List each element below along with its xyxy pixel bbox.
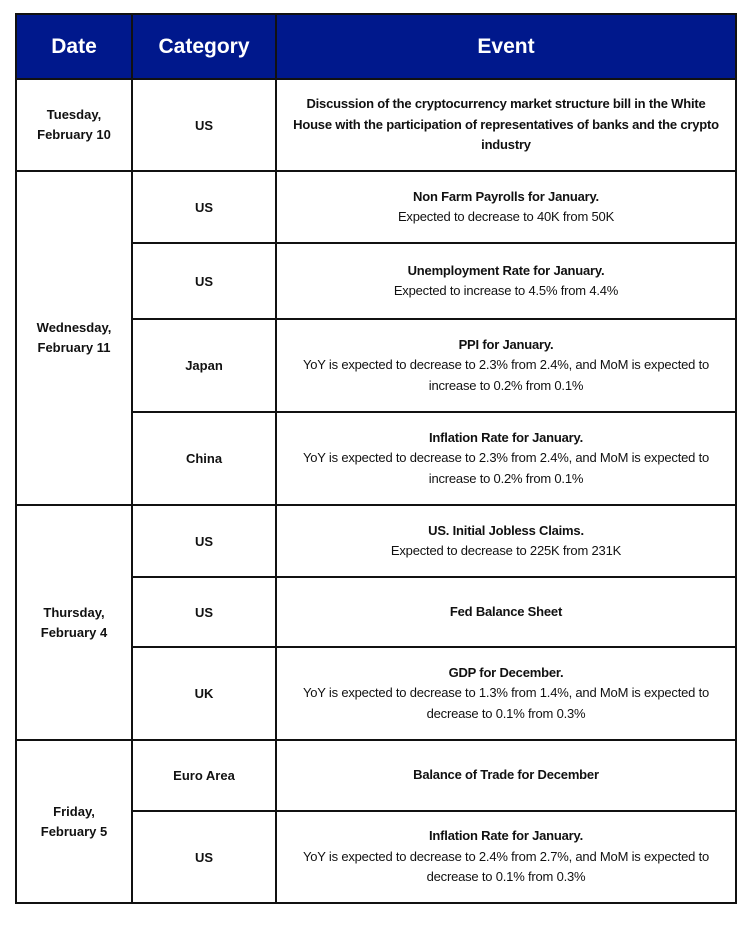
event-cell [276, 740, 736, 811]
date-weekday: Friday, [53, 803, 95, 819]
date-cell [16, 505, 132, 740]
event-detail: YoY is expected to decrease to 1.3% from 1.4%, and MoM is expected to decrease to 0.1% from 0.3% [302, 685, 710, 721]
category-cell: US [132, 577, 276, 647]
category-cell: US [132, 171, 276, 243]
category-cell: US [132, 79, 276, 171]
category-cell: US [132, 505, 276, 577]
event-title: Discussion of the cryptocurrency market structure bill in the White House with the participation of representatives of banks and the crypto industry [293, 96, 719, 153]
date-cell [16, 79, 132, 171]
date-weekday: Thursday, [43, 604, 105, 620]
table-row [16, 171, 736, 243]
event-title: Fed Balance Sheet [449, 603, 563, 619]
event-title: Unemployment Rate for January. [407, 262, 605, 278]
event-title: GDP for December. [448, 664, 564, 680]
event-cell [276, 171, 736, 243]
event-title: PPI for January. [458, 336, 554, 352]
event-cell [276, 647, 736, 740]
event-detail: Expected to decrease to 40K from 50K [397, 209, 615, 224]
date-cell [16, 740, 132, 903]
event-cell [276, 319, 736, 412]
table-row [16, 740, 736, 811]
date-weekday: Tuesday, [46, 107, 102, 122]
event-title: Inflation Rate for January. [429, 828, 583, 844]
date-cell [16, 171, 132, 505]
date-weekday: Wednesday, [36, 320, 112, 335]
header-category: Category [132, 14, 276, 79]
category-cell: UK [132, 647, 276, 740]
event-title: Inflation Rate for January. [429, 429, 583, 445]
event-cell [276, 577, 736, 647]
event-detail: YoY is expected to decrease to 2.3% from 2.4%, and MoM is expected to increase to 0.2% from 0.1% [302, 357, 710, 393]
category-cell: US [132, 243, 276, 319]
event-cell [276, 811, 736, 903]
event-detail: YoY is expected to decrease to 2.3% from 2.4%, and MoM is expected to increase to 0.2% from 0.1% [302, 450, 710, 486]
event-title: US. Initial Jobless Claims. [428, 522, 584, 538]
category-cell: China [132, 412, 276, 505]
event-detail: Expected to increase to 4.5% from 4.4% [393, 283, 619, 298]
event-title: Non Farm Payrolls for January. [413, 188, 599, 204]
event-detail: YoY is expected to decrease to 2.4% from 2.7%, and MoM is expected to decrease to 0.1% from 0.3% [302, 848, 710, 885]
category-cell: Japan [132, 319, 276, 412]
economic-calendar-table [15, 13, 737, 904]
date-day: February 5 [40, 823, 108, 839]
event-cell [276, 412, 736, 505]
header-date: Date [16, 14, 132, 79]
table-row [16, 505, 736, 577]
category-cell: US [132, 811, 276, 903]
date-day: February 10 [37, 127, 111, 142]
header-row [16, 14, 736, 79]
event-title: Balance of Trade for December [413, 767, 599, 783]
table-row [16, 79, 736, 171]
date-day: February 4 [40, 624, 108, 640]
event-cell [276, 505, 736, 577]
event-cell [276, 79, 736, 171]
event-cell [276, 243, 736, 319]
event-detail: Expected to decrease to 225K from 231K [390, 543, 622, 558]
header-event: Event [276, 14, 736, 79]
category-cell: Euro Area [132, 740, 276, 811]
date-day: February 11 [37, 340, 111, 355]
